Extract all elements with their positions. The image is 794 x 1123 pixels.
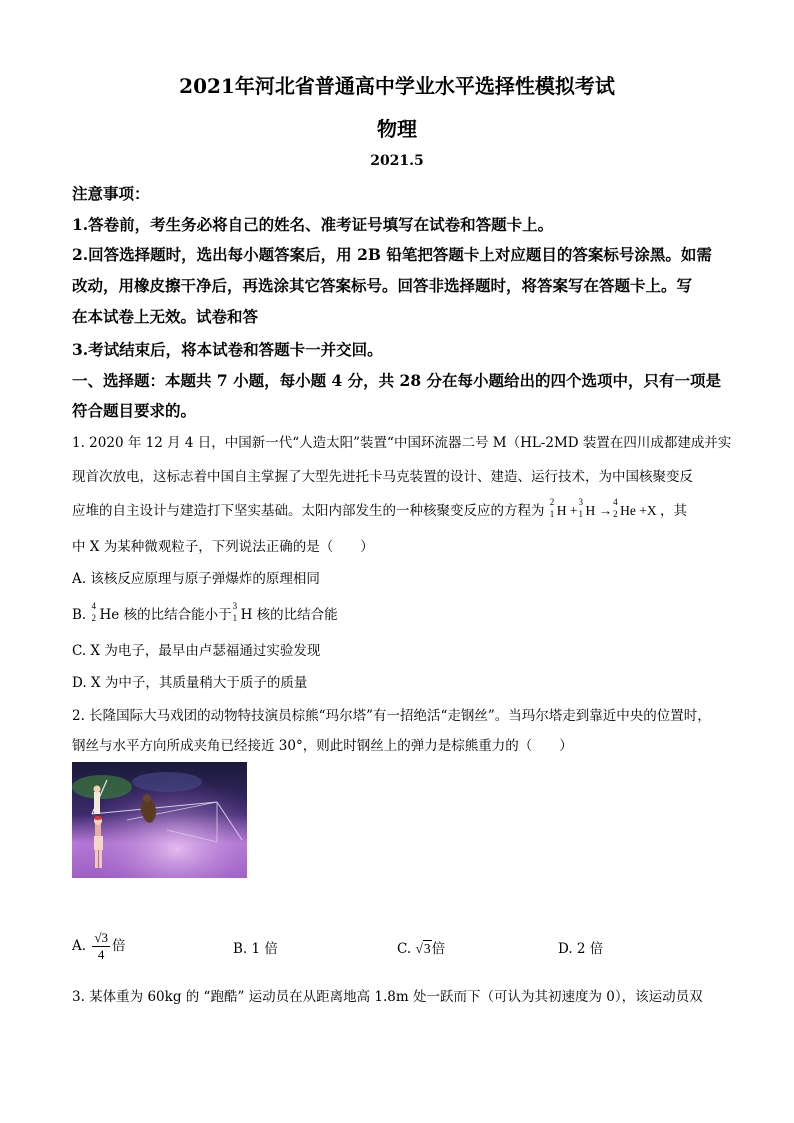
q1-option-b: B. 4 2 He 核的比结合能小于 3 1 H 核的比结合能 bbox=[72, 601, 338, 623]
tritium-numbers-b: 3 1 bbox=[232, 601, 238, 623]
q2-line-2: 钢丝与水平方向所成夹角已经接近 30°，则此时钢丝上的弹力是棕熊重力的（ ） bbox=[72, 738, 573, 754]
q1-line-4: 中 X 为某种微观粒子，下列说法正确的是（ ） bbox=[72, 539, 374, 555]
eq-x: +X bbox=[639, 503, 657, 518]
circus-bear-photo bbox=[72, 762, 247, 878]
q1-option-a: A. 该核反应原理与原子弹爆炸的原理相同 bbox=[72, 571, 320, 587]
q1-option-b-mid: He 核的比结合能小于 bbox=[99, 607, 232, 623]
fraction-numerator: √3 bbox=[94, 930, 108, 945]
q2-option-b: B. 1 倍 bbox=[233, 941, 278, 957]
section-heading-line-2: 符合题目要求的。 bbox=[72, 401, 197, 420]
helium-numbers: 4 2 bbox=[613, 497, 618, 519]
q2-option-a-unit: 倍 bbox=[111, 938, 126, 954]
q1-line-3-text: 应堆的自主设计与建造打下坚实基础。太阳内部发生的一种核聚变反应的方程为 bbox=[72, 503, 545, 519]
helium-symbol: He bbox=[620, 503, 636, 518]
eq-arrow: → bbox=[598, 503, 613, 518]
exam-title: 2021年河北省普通高中学业水平选择性模拟考试 bbox=[179, 74, 615, 98]
note-3: 3.考试结束后，将本试卷和答题卡一并交回。 bbox=[72, 340, 383, 359]
note-2-line-2: 改动，用橡皮擦干净后，再选涂其它答案标号。回答非选择题时，将答案写在答题卡上。写 bbox=[72, 276, 693, 295]
section-heading-line-1: 一、选择题：本题共 7 小题，每小题 4 分，共 28 分在每小题给出的四个选项中，只有一项是 bbox=[72, 371, 722, 390]
deuterium-numbers: 2 1 bbox=[549, 497, 555, 519]
q1-line-1: 1. 2020 年 12 月 4 日，中国新一代“人造太阳”装置“中国环流器二号 M（HL-2MD 装置在四川成都建成并实 bbox=[72, 435, 732, 451]
eq-plus: + bbox=[569, 503, 578, 518]
deuterium-symbol: H bbox=[556, 503, 567, 518]
exam-date: 2021.5 bbox=[370, 153, 424, 169]
note-2-line-1: 2.回答选择题时，选出每小题答案后，用 2B 铅笔把答题卡上对应题目的答案标号涂黑。如需 bbox=[72, 245, 712, 264]
fusion-equation bbox=[549, 497, 660, 519]
q1-option-d: D. X 为中子，其质量稍大于质子的质量 bbox=[72, 675, 308, 691]
helium-numbers-b: 4 2 bbox=[91, 601, 97, 623]
q1-option-c: C. X 为电子，最早由卢瑟福通过实验发现 bbox=[72, 643, 321, 659]
q2-option-a: A. $\frac{√3}{4}$ 倍 bbox=[72, 930, 126, 962]
notes-heading: 注意事项： bbox=[72, 184, 150, 203]
q1-line-3 bbox=[72, 499, 687, 519]
q2-line-1: 2. 长隆国际大马戏团的动物特技演员棕熊“玛尔塔”有一招绝活“走钢丝”。当玛尔塔走到靠近中央的位置时， bbox=[72, 708, 711, 724]
tritium-symbol: H bbox=[585, 503, 596, 518]
q2-option-d: D. 2 倍 bbox=[558, 941, 604, 957]
q2-option-c: C. √3倍 bbox=[397, 941, 446, 957]
q2-option-a-fraction bbox=[92, 930, 110, 963]
note-1: 1.答卷前，考生务必将自己的姓名、准考证号填写在试卷和答题卡上。 bbox=[72, 215, 554, 234]
q3-line-1: 3. 某体重为 60kg 的 “跑酷” 运动员在从距离地高 1.8m 处一跃而下（可认为其初速度为 0），该运动员双 bbox=[72, 989, 703, 1005]
q2-option-c-unit: 倍 bbox=[431, 941, 446, 957]
q1-line-3-end: ，其 bbox=[660, 503, 688, 519]
q1-line-2: 现首次放电，这标志着中国自主掌握了大型先进托卡马克装置的设计、建造、运行技术，为中国核聚变反 bbox=[72, 469, 693, 485]
q2-option-c-radicand: 3 bbox=[423, 941, 431, 956]
tritium-numbers: 3 1 bbox=[578, 497, 584, 519]
q1-option-b-end: H 核的比结合能 bbox=[240, 607, 338, 623]
fraction-denominator: 4 bbox=[97, 947, 105, 962]
subject-title: 物理 bbox=[377, 117, 417, 141]
note-2-line-3: 在本试卷上无效。试卷和答 bbox=[72, 307, 259, 326]
